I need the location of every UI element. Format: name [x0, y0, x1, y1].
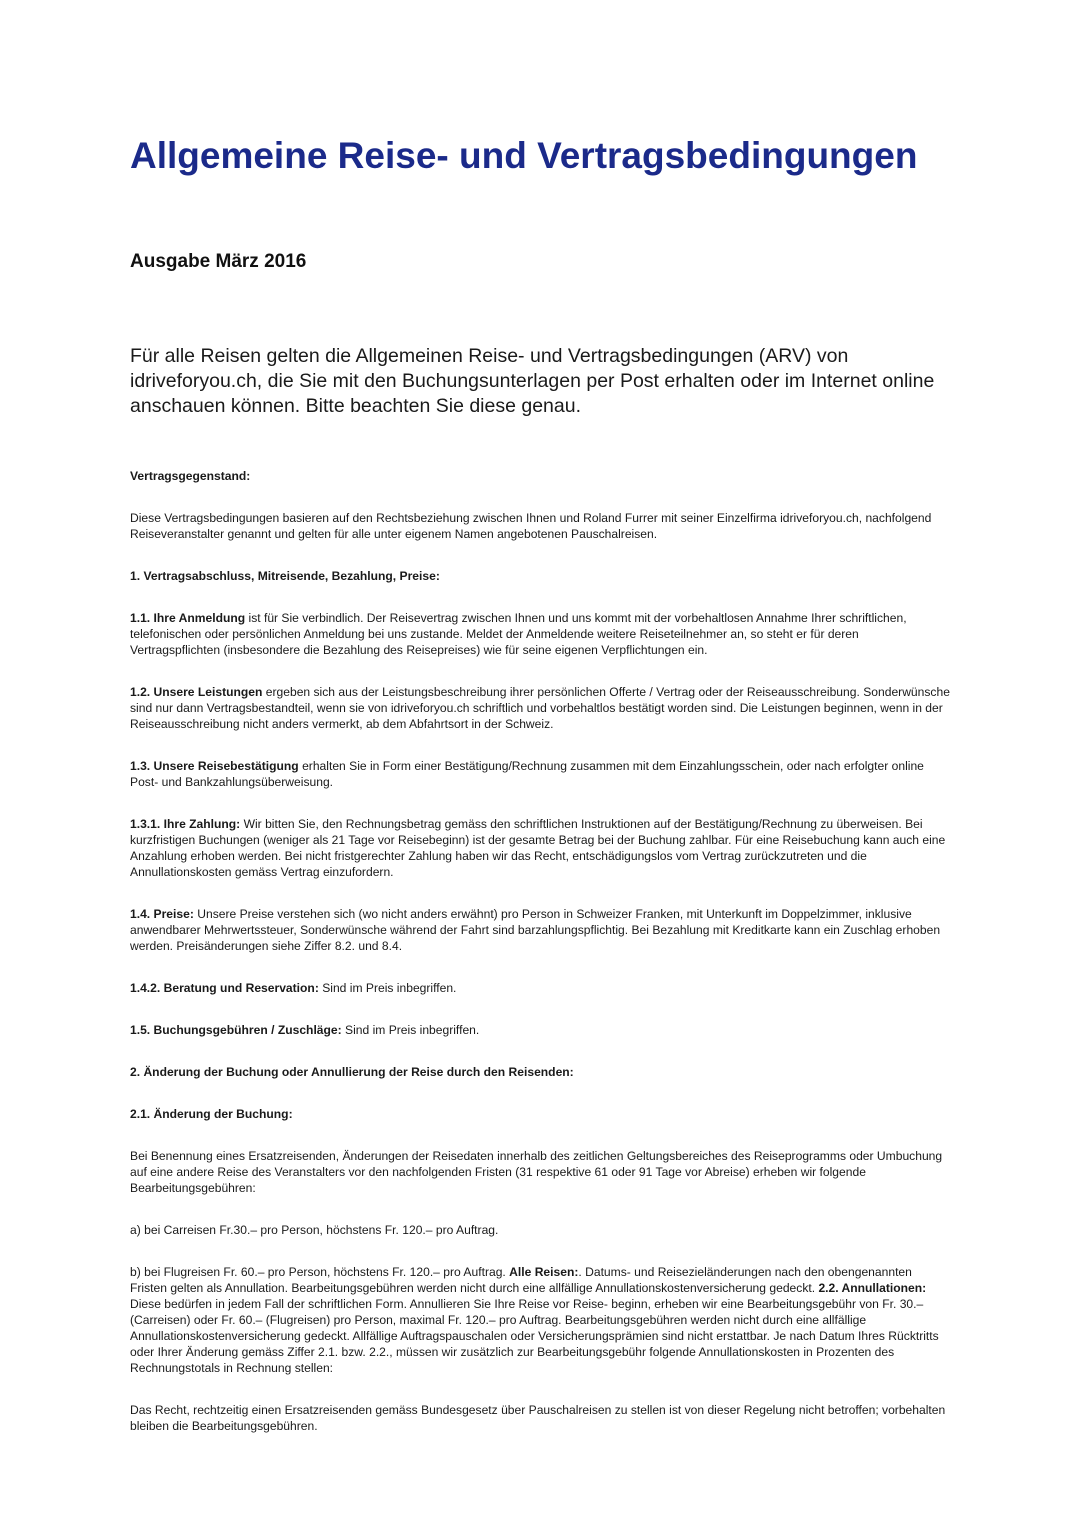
- label-1-4: 1.4. Preise:: [130, 907, 194, 921]
- paragraph-1-3-1: [130, 816, 952, 880]
- text-1-2: ergeben sich aus der Leistungsbeschreibung ihrer persönlichen Offerte / Vertrag oder der Reiseausschreibung. Sonderwünsche sind nur dann Vertragsbestandteil, wenn sie von idriveforyou.ch schriftlich und vorbehaltlos bestätigt worden sind. Die Leistungen beginnen, wenn in der Reiseausschreibung nicht anders vermerkt, ab dem Abfahrtsort in der Schweiz.: [130, 685, 950, 731]
- paragraph-1-4: [130, 906, 952, 954]
- label-1-2: 1.2. Unsere Leistungen: [130, 685, 263, 699]
- paragraph-2-1: Bei Benennung eines Ersatzreisenden, Änderungen der Reisedaten innerhalb des zeitlichen Geltungsbereiches des Reiseprogramms oder Umbuchung auf eine andere Reise des Veranstalters vor den nachfolgenden Fristen (31 respektive 61 oder 91 Tage vor Abreise) erheben wir folgende Bearbeitungsgebühren:: [130, 1149, 943, 1195]
- document-title: Allgemeine Reise- und Vertragsbedingungen: [130, 135, 918, 176]
- paragraph-2-1-a: a) bei Carreisen Fr.30.– pro Person, höchstens Fr. 120.– pro Auftrag.: [130, 1223, 499, 1237]
- label-1-3: 1.3. Unsere Reisebestätigung: [130, 759, 299, 773]
- label-1-1: 1.1. Ihre Anmeldung: [130, 611, 246, 625]
- text-1-4: Unsere Preise verstehen sich (wo nicht anders erwähnt) pro Person in Schweizer Franken, mit Unterkunft im Doppelzimmer, inklusive anwendbarer Mehrwertssteuer, Sonderwünsche während der Fahrt sind barzahlungspflichtig. Bei Bezahlung mit Kreditkarte kann ein Zuschlag erhoben werden. Preisänderungen siehe Ziffer 8.2. und 8.4.: [130, 907, 941, 953]
- text-1-4-2: Sind im Preis inbegriffen.: [318, 981, 457, 995]
- paragraph-1-3: [130, 758, 952, 790]
- section-heading-2-1: 2.1. Änderung der Buchung:: [130, 1107, 293, 1121]
- text-1-3: erhalten Sie in Form einer Bestätigung/Rechnung zusammen mit dem Einzahlungsschein, oder nach erfolgter online Post- und Bankzahlungsüberweisung.: [130, 759, 924, 789]
- text-2-1-b-3: Diese bedürfen in jedem Fall der schriftlichen Form. Annullieren Sie Ihre Reise vor Reise- beginn, erheben wir eine Bearbeitungsgebühr von Fr. 30.– (Carreisen) oder Fr. 60.– (Flugreisen) pro Person, maximal Fr. 120.– pro Auftrag. Bearbeitungsgebühren werden nicht durch eine allfällige Annullationskostenversicherung gedeckt. Allfällige Auftragspauschalen oder Versicherungsprämien sind nicht erstattbar. Je nach Datum Ihres Rücktritts oder Ihrer Änderung gemäss Ziffer 2.1. bzw. 2.2., müssen wir zusätzlich zur Bearbeitungsgebühr folgende Annullationskosten in Prozenten des Rechnungstotals in Rechnung stellen:: [130, 1297, 939, 1375]
- document-edition: Ausgabe März 2016: [130, 251, 307, 272]
- paragraph-1-1: [130, 610, 952, 658]
- paragraph-1-4-2: [130, 980, 952, 996]
- paragraph-vertragsgegenstand: Diese Vertragsbedingungen basieren auf den Rechtsbeziehung zwischen Ihnen und Roland Furrer mit seiner Einzelfirma idriveforyou.ch, nachfolgend Reiseveranstalter genannt und gelten für alle unter eigenem Namen angebotenen Pauschalreisen.: [130, 511, 932, 541]
- document-body: [130, 468, 952, 1434]
- label-alle-reisen: Alle Reisen:: [509, 1265, 579, 1279]
- label-2-2: 2.2. Annullationen:: [818, 1281, 927, 1295]
- text-1-1: ist für Sie verbindlich. Der Reisevertrag zwischen Ihnen und uns kommt mit der vorbehaltlosen Annahme Ihrer schriftlichen, telefonischen oder persönlichen Anmeldung bei uns zustande. Meldet der Anmeldende weitere Reiseteilnehmer an, so steht er für deren Vertragspflichten (insbesondere die Bezahlung des Reisepreises) wie für seine eigenen Verpflichtungen ein.: [130, 611, 907, 657]
- text-1-3-1: Wir bitten Sie, den Rechnungsbetrag gemäss den schriftlichen Instruktionen auf der Bestätigung/Rechnung zu überweisen. Bei kurzfristigen Buchungen (weniger als 21 Tage vor Reisebeginn) ist der gesamte Betrag bei der Buchung zahlbar. Für eine Reisebuchung kann auch eine Anzahlung erhoben werden. Bei nicht fristgerechter Zahlung haben wir das Recht, entschädigungslos vom Vertrag zurückzutreten und die Annullationskosten gemäss Vertrag einzufordern.: [130, 817, 946, 879]
- paragraph-2-final: Das Recht, rechtzeitig einen Ersatzreisenden gemäss Bundesgesetz über Pauschalreisen zu stellen ist von dieser Regelung nicht betroffen; vorbehalten bleiben die Bearbeitungsgebühren.: [130, 1403, 946, 1433]
- label-1-3-1: 1.3.1. Ihre Zahlung:: [130, 817, 241, 831]
- text-2-1-b-1: b) bei Flugreisen Fr. 60.– pro Person, höchstens Fr. 120.– pro Auftrag.: [130, 1265, 510, 1279]
- paragraph-1-2: [130, 684, 952, 732]
- text-1-5: Sind im Preis inbegriffen.: [341, 1023, 480, 1037]
- section-heading-2: 2. Änderung der Buchung oder Annullierung der Reise durch den Reisenden:: [130, 1065, 574, 1079]
- section-heading-1: 1. Vertragsabschluss, Mitreisende, Bezahlung, Preise:: [130, 569, 440, 583]
- paragraph-1-5: [130, 1022, 952, 1038]
- label-1-4-2: 1.4.2. Beratung und Reservation:: [130, 981, 319, 995]
- text-2-1-b-2: . Datums- und Reisezieländerungen nach den obengenannten Fristen gelten als Annullation. Bearbeitungsgebühren werden nicht durch eine allfällige Annullationskostenversicherung gedeckt.: [130, 1265, 912, 1295]
- label-1-5: 1.5. Buchungsgebühren / Zuschläge:: [130, 1023, 342, 1037]
- section-heading-vertragsgegenstand: Vertragsgegenstand:: [130, 469, 251, 483]
- paragraph-2-1-b: [130, 1264, 952, 1376]
- document-intro: Für alle Reisen gelten die Allgemeinen Reise- und Vertragsbedingungen (ARV) von idriveforyou.ch, die Sie mit den Buchungsunterlagen per Post erhalten oder im Internet online anschauen können. Bitte beachten Sie diese genau.: [130, 345, 935, 417]
